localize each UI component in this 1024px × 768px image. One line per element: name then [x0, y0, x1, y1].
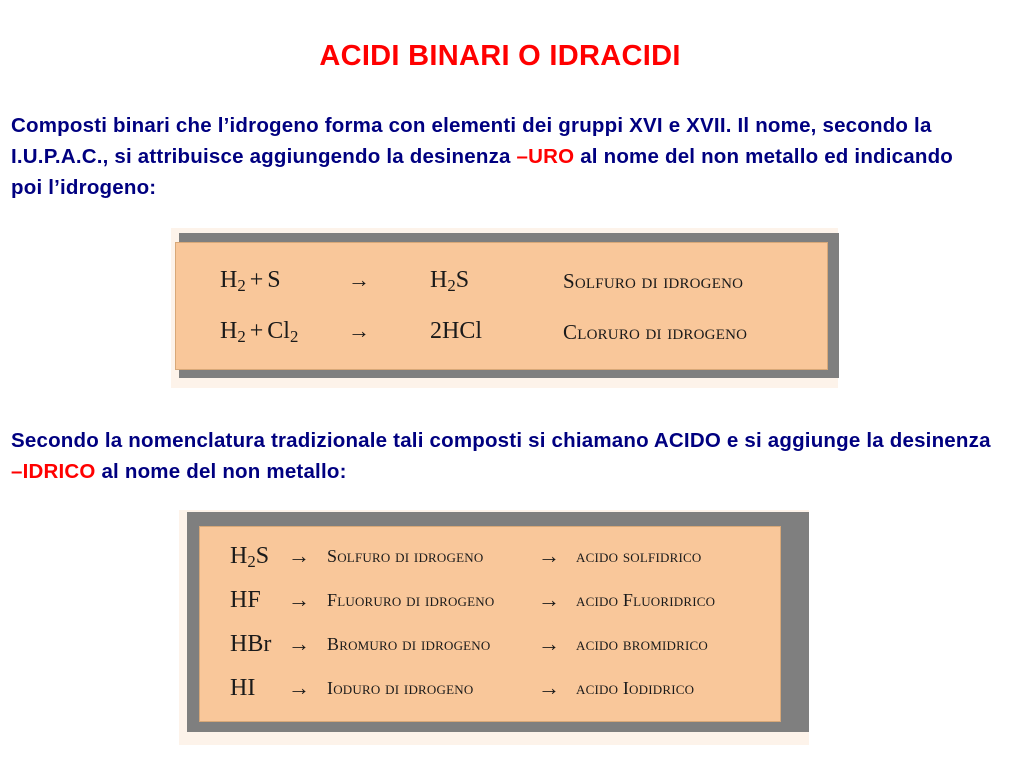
formula-symbol: HF	[230, 587, 261, 613]
reactant-1-symbol: H	[220, 267, 238, 293]
traditional-names-box	[199, 526, 781, 722]
page-title: ACIDI BINARI O IDRACIDI	[319, 40, 681, 72]
traditional-text-start: Secondo la nomenclatura tradizionale tali composti si chiamano ACIDO e si aggiunge la desinenza	[11, 429, 991, 452]
product-formula	[430, 318, 482, 345]
product-symbol: 2HCl	[430, 318, 483, 344]
iupac-reactions-box	[175, 242, 828, 370]
product-symbol-end: S	[455, 267, 470, 293]
reactant-1	[220, 318, 298, 345]
iupac-name: Solfuro di idrogeno	[327, 546, 484, 566]
product-symbol: H	[430, 267, 448, 293]
reactant-2-symbol: S	[267, 267, 281, 293]
traditional-names-panel	[179, 510, 809, 745]
formula-symbol: H	[230, 543, 248, 569]
reactant-2-subscript: 2	[289, 327, 299, 346]
arrow-icon: →	[288, 543, 310, 568]
iupac-name: Cloruro di idrogeno	[563, 320, 748, 344]
reactant-1-subscript: 2	[237, 276, 246, 295]
arrow-icon: →	[538, 631, 560, 656]
formula	[230, 631, 271, 658]
iupac-name: Solfuro di idrogeno	[563, 269, 744, 293]
product-subscript: 2	[447, 276, 456, 295]
arrow-icon: →	[288, 587, 310, 612]
formula-symbol: HI	[230, 675, 256, 701]
traditional-name: acido Iodidrico	[576, 678, 695, 698]
iupac-reactions-panel	[171, 228, 838, 388]
reactant-1-subscript: 2	[237, 327, 246, 346]
formula	[230, 543, 269, 570]
formula-subscript: 2	[247, 552, 256, 571]
iupac-description	[11, 110, 971, 203]
plus-sign: +	[249, 318, 264, 344]
iupac-text-start: Composti binari che l’idrogeno forma con elementi dei gruppi XVI e XVII. Il nome, secondo la I.U.P.A.C., si attribuisce aggiungendo la desinenza	[11, 114, 932, 168]
traditional-text-end: al nome del non metallo:	[95, 460, 347, 483]
arrow-icon: →	[538, 587, 560, 612]
suffix-uro: –URO	[516, 145, 575, 168]
arrow-icon: →	[288, 631, 310, 656]
traditional-name: acido solfidrico	[576, 546, 702, 566]
reactant-1	[220, 267, 281, 294]
traditional-name: acido Fluoridrico	[576, 590, 716, 610]
formula-symbol-end: S	[255, 543, 270, 569]
arrow-icon: →	[538, 675, 560, 700]
product-formula	[430, 267, 469, 294]
traditional-name: acido bromidrico	[576, 634, 708, 654]
iupac-name: Bromuro di idrogeno	[327, 634, 491, 654]
traditional-description	[11, 425, 991, 487]
iupac-name: Ioduro di idrogeno	[327, 678, 474, 698]
formula-symbol: HBr	[230, 631, 272, 657]
reactant-2-symbol: Cl	[267, 318, 290, 344]
iupac-name: Fluoruro di idrogeno	[327, 590, 495, 610]
formula	[230, 587, 261, 614]
iupac-text-end: al nome del non metallo ed indicando poi l’idrogeno:	[11, 145, 954, 199]
arrow-icon: →	[538, 543, 560, 568]
reaction-arrow-icon: →	[348, 318, 370, 343]
formula	[230, 675, 255, 702]
reaction-arrow-icon: →	[348, 267, 370, 292]
suffix-idrico: –IDRICO	[11, 460, 96, 483]
arrow-icon: →	[288, 675, 310, 700]
reactant-1-symbol: H	[220, 318, 238, 344]
plus-sign: +	[249, 267, 264, 293]
